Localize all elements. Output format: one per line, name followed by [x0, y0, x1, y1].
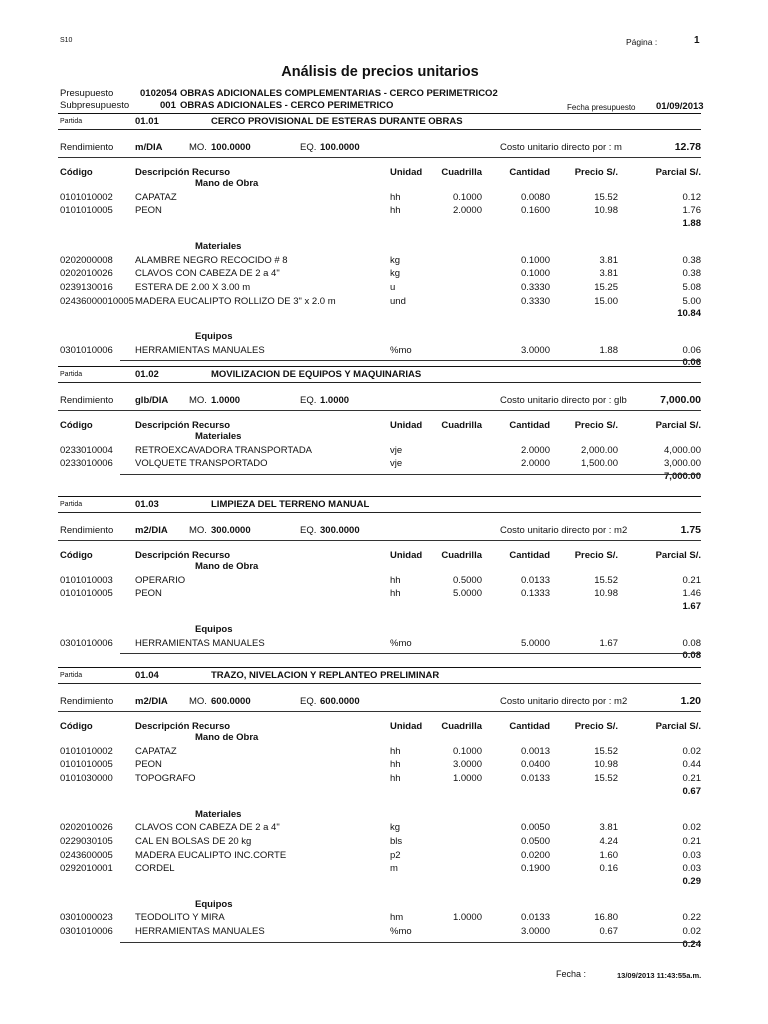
presupuesto-code: 0102054 [140, 88, 177, 99]
rendimiento-rule [58, 711, 701, 712]
row-unidad: %mo [390, 637, 412, 649]
row-descripcion: RETROEXCAVADORA TRANSPORTADA [135, 444, 313, 456]
rendimiento-rule [58, 540, 701, 541]
row-codigo: 0202010026 [60, 822, 113, 834]
row-parcial: 0.03 [682, 863, 701, 875]
row-codigo: 0233010004 [60, 444, 113, 456]
col-codigo: Código [60, 420, 93, 431]
row-codigo: 0202000008 [60, 254, 113, 266]
partida-close-rule [120, 942, 701, 943]
system-tag: S10 [60, 37, 73, 44]
mo-value: 600.0000 [211, 696, 251, 707]
partida-close-rule [120, 474, 701, 475]
costo-value: 12.78 [674, 141, 701, 153]
group-heading: Mano de Obra [195, 178, 259, 189]
col-unidad: Unidad [390, 721, 423, 732]
group-heading: Materiales [195, 240, 242, 252]
row-parcial: 0.12 [682, 191, 701, 203]
page-label: Página : [626, 37, 658, 47]
row-parcial: 1.46 [682, 588, 701, 600]
partida-name: LIMPIEZA DEL TERRENO MANUAL [211, 499, 370, 510]
mo-value: 1.0000 [211, 395, 241, 406]
row-cantidad: 0.1900 [520, 863, 550, 875]
row-precio: 10.98 [594, 759, 618, 771]
costo-value: 7,000.00 [660, 394, 701, 406]
eq-value: 300.0000 [320, 525, 360, 536]
row-precio: 15.25 [594, 281, 618, 293]
rendimiento-label: Rendimiento [60, 395, 114, 406]
row-codigo: 0301010006 [60, 344, 113, 356]
footer-fecha-label: Fecha : [556, 969, 587, 979]
row-unidad: bls [390, 835, 403, 847]
row-descripcion: TEODOLITO Y MIRA [135, 912, 225, 924]
row-precio: 15.52 [594, 773, 618, 785]
rendimiento-label: Rendimiento [60, 696, 114, 707]
col-cantidad: Cantidad [509, 721, 550, 732]
mo-label: MO. [189, 696, 207, 707]
row-unidad: vje [390, 458, 403, 470]
col-parcial: Parcial S/. [655, 167, 701, 178]
eq-label: EQ. [300, 525, 317, 536]
row-cantidad: 0.0050 [520, 822, 550, 834]
row-parcial: 0.38 [682, 254, 701, 266]
row-descripcion: PEON [135, 759, 162, 771]
row-descripcion: HERRAMIENTAS MANUALES [135, 637, 265, 649]
row-precio: 15.52 [594, 191, 618, 203]
row-precio: 1,500.00 [581, 458, 618, 470]
col-descripcion: Descripción Recurso [135, 167, 231, 178]
eq-value: 1.0000 [320, 395, 350, 406]
partida-top-rule [58, 667, 701, 668]
row-codigo: 0301010006 [60, 926, 113, 938]
group-subtotal: 0.29 [682, 876, 701, 887]
partida-bottom-rule [58, 512, 701, 513]
row-parcial: 1.76 [682, 205, 701, 217]
col-codigo: Código [60, 550, 93, 561]
col-descripcion: Descripción Recurso [135, 420, 231, 431]
col-unidad: Unidad [390, 167, 423, 178]
row-cantidad: 0.0400 [520, 759, 550, 771]
col-descripcion: Descripción Recurso [135, 721, 231, 732]
row-cuadrilla: 0.1000 [452, 745, 482, 757]
partida-code: 01.02 [135, 369, 159, 380]
mo-label: MO. [189, 525, 207, 536]
eq-value: 600.0000 [320, 696, 360, 707]
col-cuadrilla: Cuadrilla [441, 550, 482, 561]
col-precio: Precio S/. [574, 721, 618, 732]
row-cantidad: 0.1333 [520, 588, 550, 600]
row-descripcion: VOLQUETE TRANSPORTADO [135, 458, 268, 470]
partida-bottom-rule [58, 382, 701, 383]
mo-value: 100.0000 [211, 142, 251, 153]
group-subtotal: 7,000.00 [664, 471, 701, 483]
partida-top-rule [58, 496, 701, 497]
row-cantidad: 0.3330 [520, 281, 550, 293]
row-codigo: 0233010006 [60, 458, 113, 470]
row-unidad: hh [390, 191, 401, 203]
partida-label: Partida [60, 371, 83, 378]
subpresupuesto-label: Subpresupuesto [60, 100, 130, 111]
row-codigo: 0101010005 [60, 205, 113, 217]
group-heading: Materiales [195, 808, 242, 820]
row-unidad: hh [390, 759, 401, 771]
row-parcial: 0.06 [682, 344, 701, 356]
row-cantidad: 0.0133 [520, 773, 550, 785]
row-cantidad: 0.0080 [520, 191, 550, 203]
fecha-presupuesto: 01/09/2013 [656, 101, 704, 112]
col-cantidad: Cantidad [509, 420, 550, 431]
row-unidad: hh [390, 745, 401, 757]
group-heading: Equipos [195, 623, 233, 635]
row-descripcion: CAL EN BOLSAS DE 20 kg [135, 835, 252, 847]
row-descripcion: PEON [135, 205, 162, 217]
row-precio: 15.52 [594, 745, 618, 757]
subpresupuesto-name: OBRAS ADICIONALES - CERCO PERIMETRICO [180, 100, 394, 111]
rendimiento-label: Rendimiento [60, 142, 114, 153]
row-descripcion: CLAVOS CON CABEZA DE 2 a 4" [135, 268, 280, 280]
row-unidad: hm [390, 912, 404, 924]
row-unidad: und [390, 295, 406, 307]
group-subtotal: 1.67 [682, 601, 701, 613]
footer-fecha-value: 13/09/2013 11:43:55a.m. [617, 971, 702, 980]
page-title: Análisis de precios unitarios [281, 64, 479, 80]
row-unidad: u [390, 281, 396, 293]
col-precio: Precio S/. [574, 167, 618, 178]
partida-top-rule [58, 366, 701, 367]
row-precio: 1.67 [599, 637, 618, 649]
costo-label: Costo unitario directo por : m [500, 142, 622, 153]
col-cuadrilla: Cuadrilla [441, 721, 482, 732]
row-parcial: 0.22 [682, 912, 701, 924]
costo-value: 1.75 [680, 524, 701, 536]
row-precio: 15.00 [594, 295, 618, 307]
row-precio: 1.88 [599, 344, 618, 356]
col-cuadrilla: Cuadrilla [441, 167, 482, 178]
row-parcial: 0.38 [682, 268, 701, 280]
row-precio: 0.67 [599, 926, 618, 938]
row-parcial: 0.02 [682, 822, 701, 834]
row-cuadrilla: 5.0000 [452, 588, 482, 600]
row-descripcion: ESTERA DE 2.00 X 3.00 m [135, 281, 251, 293]
row-cantidad: 0.1600 [520, 205, 550, 217]
row-descripcion: OPERARIO [135, 574, 186, 586]
row-unidad: hh [390, 773, 401, 785]
partida-name: MOVILIZACION DE EQUIPOS Y MAQUINARIAS [211, 369, 422, 380]
partida-code: 01.01 [135, 116, 159, 127]
group-heading: Mano de Obra [195, 732, 259, 743]
partida-bottom-rule [58, 129, 701, 130]
group-subtotal: 1.88 [682, 218, 701, 230]
row-parcial: 0.21 [682, 835, 701, 847]
row-descripcion: CAPATAZ [135, 745, 177, 757]
row-descripcion: MADERA EUCALIPTO INC.CORTE [135, 849, 287, 861]
row-cantidad: 3.0000 [520, 926, 550, 938]
eq-label: EQ. [300, 696, 317, 707]
group-subtotal: 0.24 [682, 938, 701, 950]
row-parcial: 0.02 [682, 926, 701, 938]
eq-value: 100.0000 [320, 142, 360, 153]
row-descripcion: CLAVOS CON CABEZA DE 2 a 4" [135, 822, 280, 834]
col-codigo: Código [60, 167, 93, 178]
row-cantidad: 2.0000 [520, 458, 550, 470]
group-heading: Equipos [195, 331, 233, 342]
row-unidad: kg [390, 822, 401, 834]
group-subtotal: 0.08 [682, 650, 701, 662]
row-unidad: vje [390, 444, 403, 456]
row-descripcion: MADERA EUCALIPTO ROLLIZO DE 3" x 2.0 m [135, 295, 336, 307]
partida-label: Partida [60, 501, 83, 508]
group-heading: Mano de Obra [195, 561, 259, 572]
rendimiento-rule [58, 157, 701, 158]
fecha-presupuesto-label: Fecha presupuesto [567, 103, 636, 112]
group-heading: Materiales [195, 431, 242, 442]
rendimiento-unit: m/DIA [135, 142, 163, 153]
col-precio: Precio S/. [574, 420, 618, 431]
row-precio: 0.16 [599, 863, 618, 875]
rendimiento-unit: m2/DIA [135, 696, 168, 707]
row-codigo: 0101010002 [60, 745, 113, 757]
eq-label: EQ. [300, 142, 317, 153]
row-codigo: 0239130016 [60, 281, 113, 293]
rendimiento-unit: m2/DIA [135, 525, 168, 536]
col-cantidad: Cantidad [509, 167, 550, 178]
rendimiento-unit: glb/DIA [135, 395, 169, 406]
row-parcial: 3,000.00 [664, 458, 701, 470]
row-cuadrilla: 0.5000 [452, 574, 482, 586]
partida-code: 01.03 [135, 499, 159, 510]
row-codigo: 0301000023 [60, 912, 113, 924]
row-parcial: 0.21 [682, 574, 701, 586]
row-parcial: 4,000.00 [664, 444, 701, 456]
row-cantidad: 0.1000 [520, 254, 550, 266]
row-descripcion: HERRAMIENTAS MANUALES [135, 926, 265, 938]
row-descripcion: CAPATAZ [135, 191, 177, 203]
presupuesto-name: OBRAS ADICIONALES COMPLEMENTARIAS - CERCO PERIMETRICO2 [180, 88, 498, 99]
row-precio: 3.81 [599, 822, 618, 834]
row-codigo: 0101010003 [60, 574, 113, 586]
row-unidad: %mo [390, 926, 412, 938]
costo-label: Costo unitario directo por : glb [500, 395, 627, 406]
partida-close-rule [120, 653, 701, 654]
partida-code: 01.04 [135, 670, 159, 681]
row-precio: 4.24 [599, 835, 618, 847]
row-parcial: 0.44 [682, 759, 701, 771]
partida-label: Partida [60, 118, 83, 125]
rendimiento-rule [58, 410, 701, 411]
row-unidad: kg [390, 254, 401, 266]
mo-label: MO. [189, 395, 207, 406]
costo-label: Costo unitario directo por : m2 [500, 525, 628, 536]
row-codigo: 0101010005 [60, 588, 113, 600]
row-unidad: hh [390, 588, 401, 600]
row-cantidad: 0.1000 [520, 268, 550, 280]
col-unidad: Unidad [390, 550, 423, 561]
col-cuadrilla: Cuadrilla [441, 420, 482, 431]
row-unidad: kg [390, 268, 401, 280]
partida-name: TRAZO, NIVELACION Y REPLANTEO PRELIMINAR [211, 670, 440, 681]
partida-label: Partida [60, 672, 83, 679]
costo-value: 1.20 [680, 695, 701, 707]
group-subtotal: 0.67 [682, 785, 701, 797]
page-number: 1 [694, 35, 700, 46]
row-parcial: 5.08 [682, 281, 701, 293]
group-subtotal: 0.06 [682, 357, 701, 369]
row-cantidad: 0.3330 [520, 295, 550, 307]
row-codigo: 0229030105 [60, 835, 113, 847]
row-precio: 16.80 [594, 912, 618, 924]
col-precio: Precio S/. [574, 550, 618, 561]
row-precio: 10.98 [594, 205, 618, 217]
row-cuadrilla: 0.1000 [452, 191, 482, 203]
row-parcial: 0.02 [682, 745, 701, 757]
row-descripcion: TOPOGRAFO [135, 773, 196, 785]
row-cantidad: 0.0500 [520, 835, 550, 847]
col-descripcion: Descripción Recurso [135, 550, 231, 561]
col-parcial: Parcial S/. [655, 721, 701, 732]
row-parcial: 0.21 [682, 773, 701, 785]
partida-name: CERCO PROVISIONAL DE ESTERAS DURANTE OBRAS [211, 116, 463, 127]
row-parcial: 0.03 [682, 849, 701, 861]
row-cantidad: 0.0133 [520, 574, 550, 586]
row-descripcion: ALAMBRE NEGRO RECOCIDO # 8 [135, 254, 288, 266]
presupuesto-label: Presupuesto [60, 88, 114, 99]
subpresupuesto-code: 001 [160, 100, 176, 111]
row-unidad: hh [390, 205, 401, 217]
col-parcial: Parcial S/. [655, 550, 701, 561]
rendimiento-label: Rendimiento [60, 525, 114, 536]
row-precio: 15.52 [594, 574, 618, 586]
row-precio: 1.60 [599, 849, 618, 861]
row-codigo: 0101030000 [60, 773, 113, 785]
costo-label: Costo unitario directo por : m2 [500, 696, 628, 707]
row-cantidad: 2.0000 [520, 444, 550, 456]
row-descripcion: PEON [135, 588, 162, 600]
row-unidad: hh [390, 574, 401, 586]
row-cantidad: 0.0200 [520, 849, 550, 861]
row-codigo: 02436000010005 [60, 295, 134, 307]
row-codigo: 0301010006 [60, 637, 113, 649]
row-codigo: 0292010001 [60, 863, 113, 875]
row-cantidad: 3.0000 [520, 344, 550, 356]
row-cuadrilla: 1.0000 [452, 912, 482, 924]
row-precio: 3.81 [599, 268, 618, 280]
row-codigo: 0243600005 [60, 849, 113, 861]
partida-top-rule [58, 113, 701, 114]
eq-label: EQ. [300, 395, 317, 406]
row-unidad: p2 [390, 849, 401, 861]
row-precio: 3.81 [599, 254, 618, 266]
row-codigo: 0202010026 [60, 268, 113, 280]
row-parcial: 5.00 [682, 295, 701, 307]
row-precio: 10.98 [594, 588, 618, 600]
row-cantidad: 0.0133 [520, 912, 550, 924]
mo-value: 300.0000 [211, 525, 251, 536]
col-parcial: Parcial S/. [655, 420, 701, 431]
partida-close-rule [120, 360, 701, 361]
col-codigo: Código [60, 721, 93, 732]
row-cantidad: 0.0013 [520, 745, 550, 757]
row-precio: 2,000.00 [581, 444, 618, 456]
row-unidad: %mo [390, 344, 412, 356]
col-cantidad: Cantidad [509, 550, 550, 561]
group-subtotal: 10.84 [677, 308, 701, 320]
mo-label: MO. [189, 142, 207, 153]
row-parcial: 0.08 [682, 637, 701, 649]
row-codigo: 0101010005 [60, 759, 113, 771]
partida-bottom-rule [58, 683, 701, 684]
row-unidad: m [390, 863, 398, 875]
row-cuadrilla: 1.0000 [452, 773, 482, 785]
row-descripcion: CORDEL [135, 863, 175, 875]
row-cantidad: 5.0000 [520, 637, 550, 649]
row-codigo: 0101010002 [60, 191, 113, 203]
row-descripcion: HERRAMIENTAS MANUALES [135, 344, 265, 356]
group-heading: Equipos [195, 898, 233, 910]
row-cuadrilla: 2.0000 [452, 205, 482, 217]
row-cuadrilla: 3.0000 [452, 759, 482, 771]
col-unidad: Unidad [390, 420, 423, 431]
